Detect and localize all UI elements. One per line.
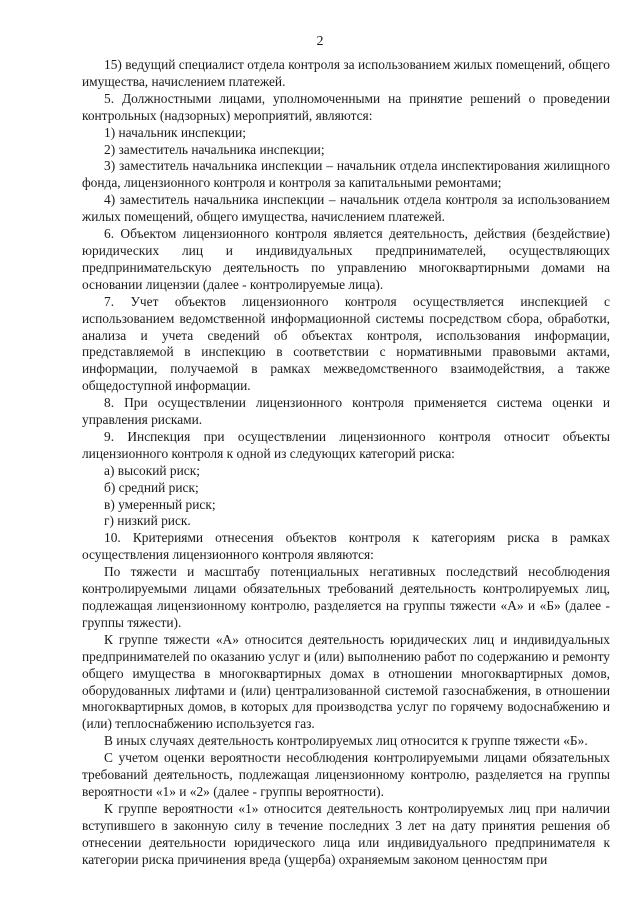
paragraph-9: 9. Инспекция при осуществлении лицензионного контроля относит объекты лицензионного контроля к одной из следующих категорий риска: <box>82 428 610 461</box>
list-item: 1) начальник инспекции; <box>104 124 246 140</box>
paragraph-6: 6. Объектом лицензионного контроля является деятельность, действия (бездействие) юридических лиц и индивидуальных предпринимателей, осуществляющих предпринимательскую деятельность по управлению многоквартирными домами на основании лицензии (далее - контролируемые лица). <box>82 226 610 292</box>
paragraph-8: 8. При осуществлении лицензионного контроля применяется система оценки и управления рисками. <box>82 395 610 428</box>
list-item: 4) заместитель начальника инспекции – начальник отдела контроля за использованием жилых помещений, общего имущества, начислением платежей. <box>82 192 610 225</box>
paragraph-severity-group-b: В иных случаях деятельность контролируемых лиц относится к группе тяжести «Б». <box>104 733 588 749</box>
list-item: 2) заместитель начальника инспекции; <box>104 141 325 157</box>
risk-category-item: г) низкий риск. <box>104 513 191 529</box>
paragraph-probability-group-1: К группе вероятности «1» относится деятельность контролируемых лиц при наличии вступившего в законную силу в течение последних 3 лет на дату принятия решения об отнесении деятельности юридического лица или индивидуального предпринимателя к категории риска причинения вреда (ущерба) охраняемым законом ценностям при <box>82 800 610 867</box>
risk-category-item: б) средний риск; <box>104 479 199 495</box>
paragraph-probability: С учетом оценки вероятности несоблюдения контролируемыми лицами обязательных требований деятельность, подлежащая лицензионному контролю, разделяется на группы вероятности «1» и «2» (далее - группы вероятности). <box>82 750 610 799</box>
paragraph-5: 5. Должностными лицами, уполномоченными на принятие решений о проведении контрольных (надзорных) мероприятий, являются: <box>82 90 610 123</box>
paragraph-7: 7. Учет объектов лицензионного контроля осуществляется инспекцией с использованием ведомственной информационной системы посредством сбора, обработки, анализа и учета сведений об объектах контроля, использования информации, представляемой в инспекцию в соответствии с нормативными правовыми актами, информации, получаемой в рамках межведомственного взаимодействия, а также общедоступной информации. <box>82 293 610 394</box>
paragraph-severity: По тяжести и масштабу потенциальных негативных последствий несоблюдения контролируемыми лицами обязательных требований деятельность контролируемых лиц, подлежащая лицензионному контролю, разделяется на группы тяжести «А» и «Б» (далее - группы тяжести). <box>82 564 610 630</box>
risk-category-item: а) высокий риск; <box>104 462 200 478</box>
paragraph-item-15: 15) ведущий специалист отдела контроля за использованием жилых помещений, общего имущества, начислением платежей. <box>82 57 610 89</box>
page-number: 2 <box>316 34 324 49</box>
paragraph-10: 10. Критериями отнесения объектов контроля к категориям риска в рамках осуществления лицензионного контроля являются: <box>82 530 610 563</box>
list-item: 3) заместитель начальника инспекции – начальник отдела инспектирования жилищного фонда, лицензионного контроля и контроля за капитальными ремонтами; <box>82 158 610 191</box>
paragraph-severity-group-a: К группе тяжести «А» относится деятельность юридических лиц и индивидуальных предпринимателей по оказанию услуг и (или) выполнению работ по содержанию и ремонту общего имущества в многоквартирных домах в отношении многоквартирных домов, оборудованных лифтами и (или) централизованной системой газоснабжения, в отношении многоквартирных домов, в которых для производства услуг по горячему водоснабжению и (или) теплоснабжению используется газ. <box>82 631 610 732</box>
risk-category-item: в) умеренный риск; <box>104 496 216 512</box>
document-body <box>82 57 610 869</box>
